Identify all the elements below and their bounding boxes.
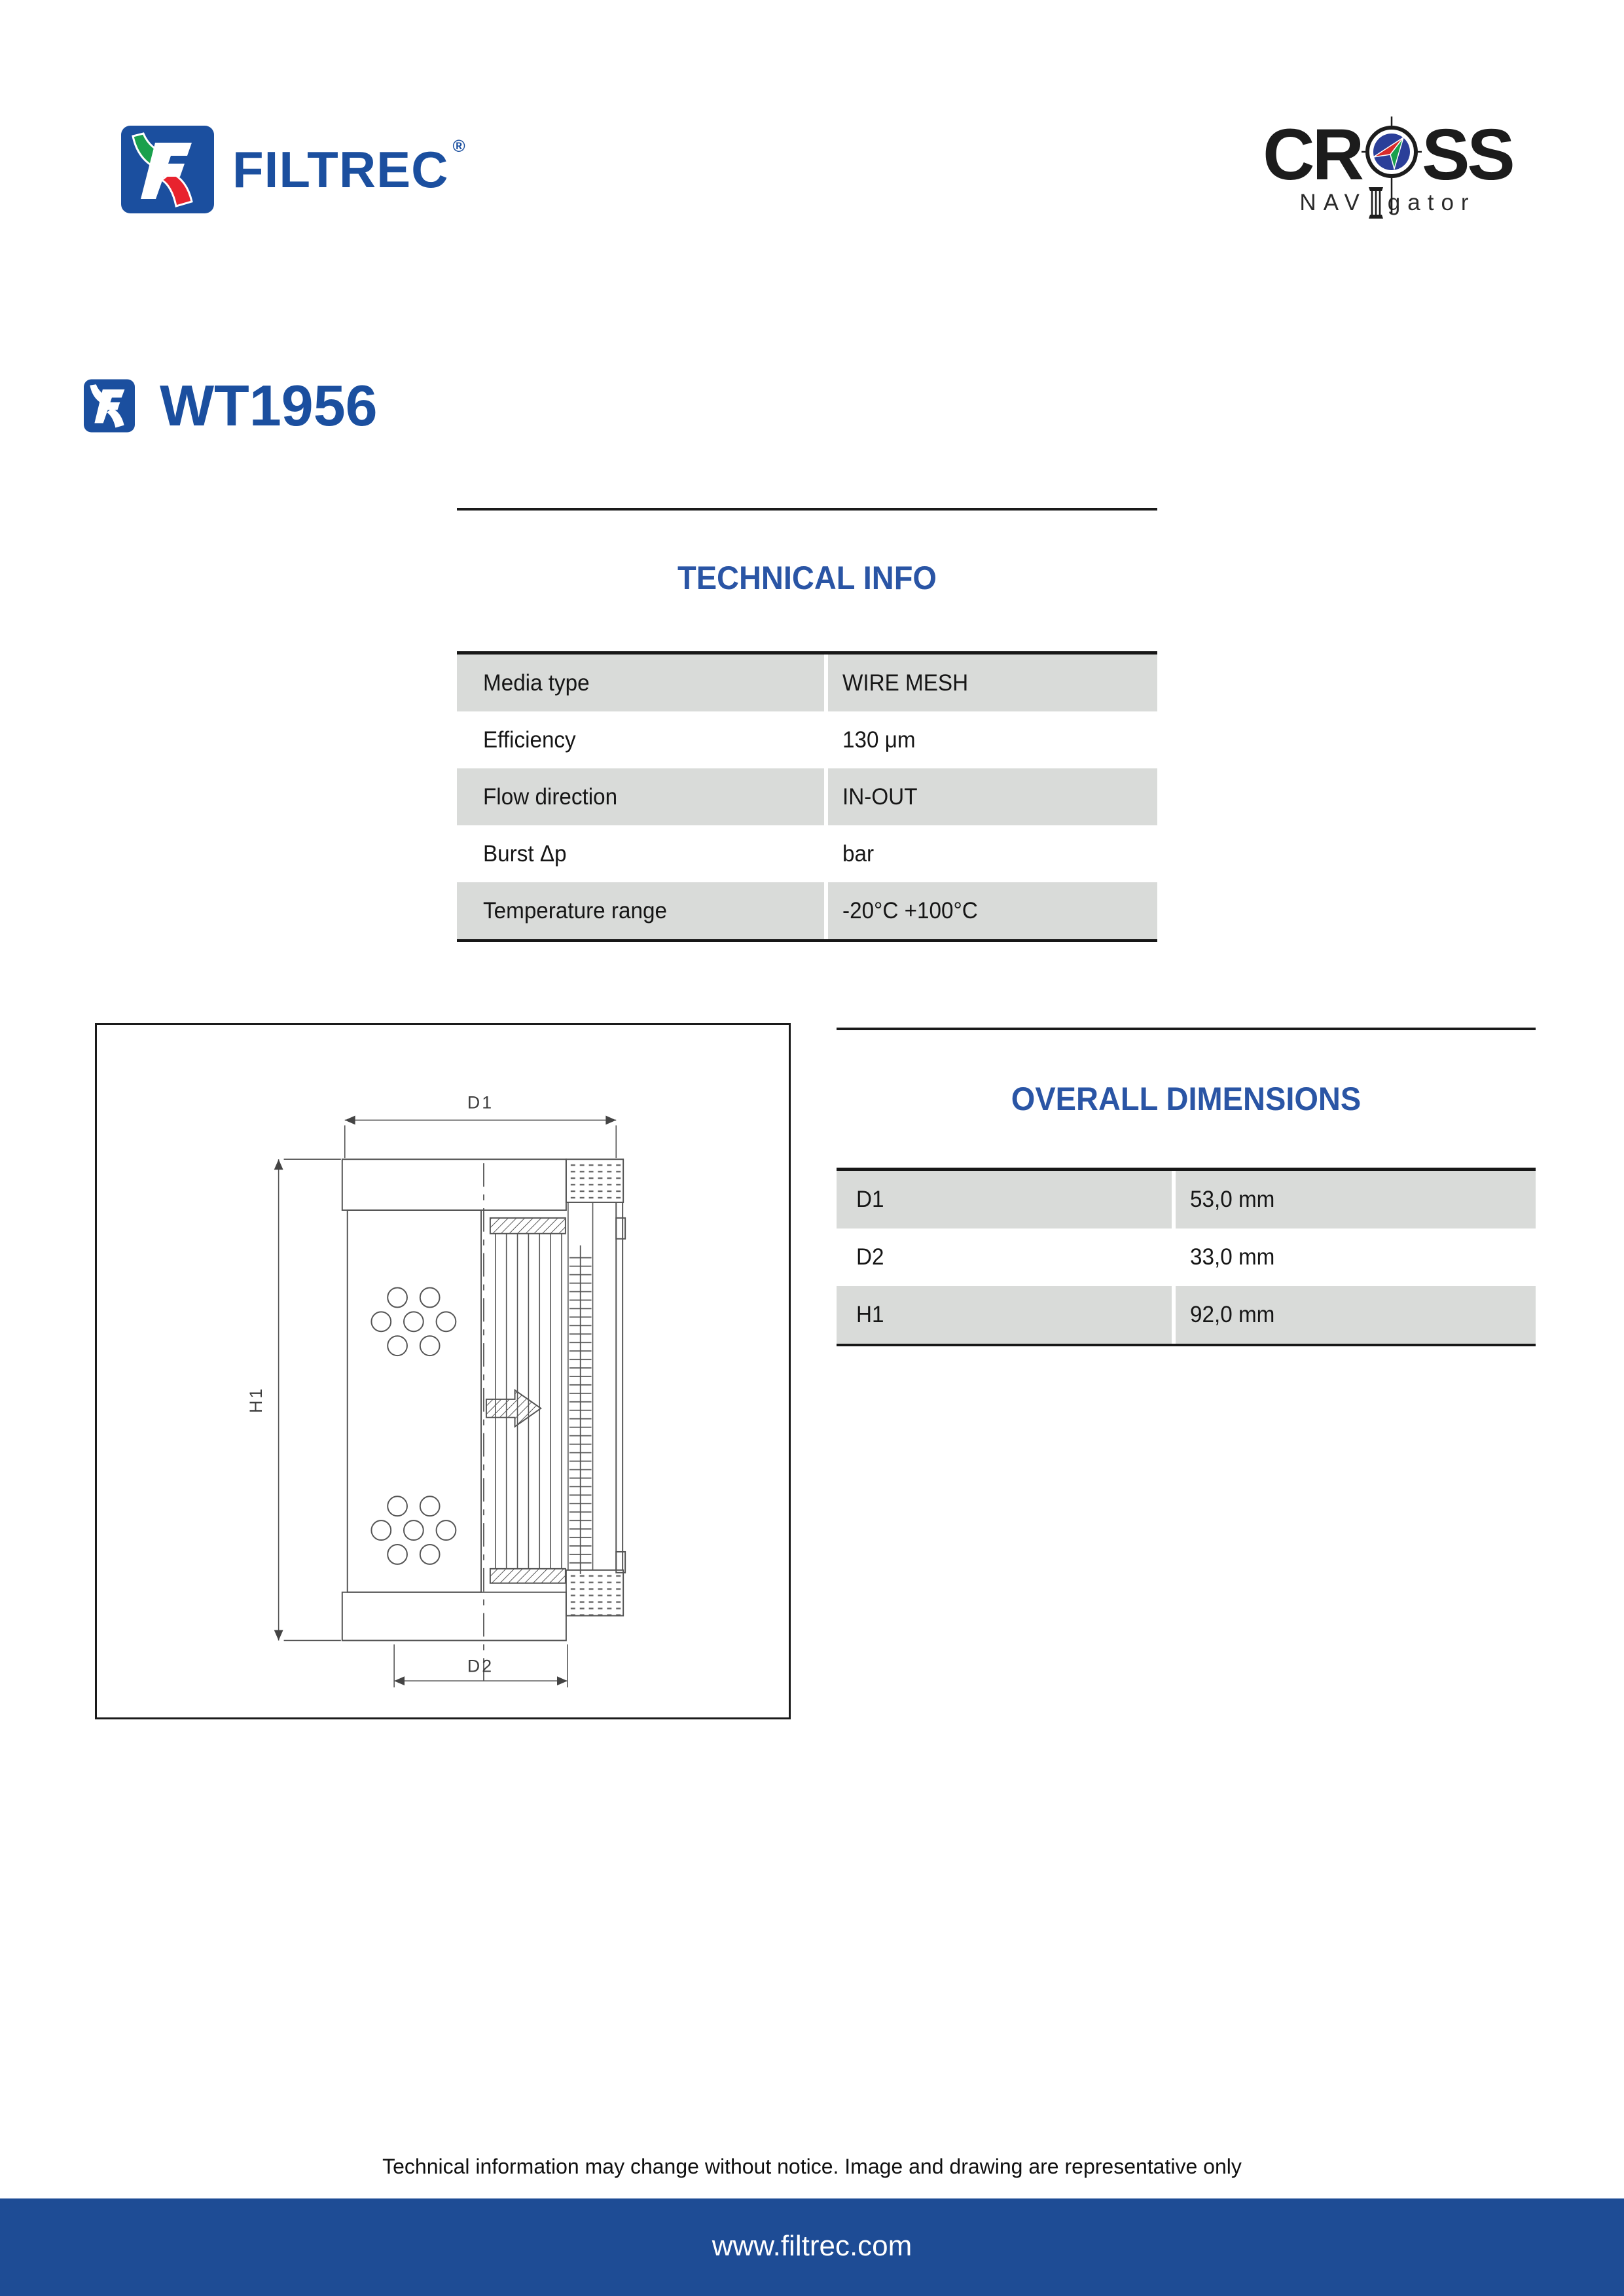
drawing-shell-top-seam [566, 1159, 623, 1202]
table-row [457, 711, 1157, 768]
row-value: 33,0 mm [1176, 1229, 1536, 1286]
filter-drawing [97, 1025, 789, 1717]
flow-arrow-icon [486, 1390, 541, 1427]
cross-text-ss: SS [1422, 115, 1513, 195]
technical-info-title: TECHNICAL INFO [677, 560, 937, 596]
row-value: bar [828, 825, 1157, 882]
table-row [457, 882, 1157, 939]
cross-logo-line1 [1263, 117, 1513, 194]
table-row [457, 655, 1157, 711]
table-row [837, 1286, 1536, 1344]
cross-text-cr: CR [1263, 115, 1362, 195]
drawing-bottom-gasket [490, 1569, 566, 1583]
drawing-body [348, 1210, 481, 1592]
dimension-d1 [345, 1115, 616, 1158]
footer-bar [0, 2198, 1624, 2296]
gator-text: gator [1387, 190, 1476, 215]
product-header [84, 373, 378, 438]
dimension-label-h1: H1 [245, 1386, 266, 1414]
cross-navigator-logo [1247, 117, 1528, 219]
dimension-h1 [274, 1159, 341, 1640]
filtrec-logo [121, 126, 465, 213]
table-row [457, 768, 1157, 825]
technical-info-table [457, 651, 1157, 942]
overall-dimensions-title: OVERALL DIMENSIONS [1011, 1081, 1362, 1117]
drawing-top-cap [342, 1159, 566, 1210]
row-value: 130 μm [828, 711, 1157, 768]
technical-info-rule [457, 508, 1157, 511]
table-row [837, 1229, 1536, 1286]
row-value: WIRE MESH [828, 655, 1157, 711]
registered-mark: ® [452, 135, 465, 156]
drawing-holes-top [371, 1287, 456, 1355]
nav-text: NAV [1299, 190, 1367, 215]
filtrec-logo-icon [121, 126, 214, 213]
table-row [837, 1171, 1536, 1229]
drawing-holes-bottom [371, 1496, 456, 1564]
drawing-panel [95, 1023, 791, 1719]
filtrec-wordmark: FILTREC [232, 141, 449, 198]
row-value: 92,0 mm [1176, 1286, 1536, 1344]
row-label: D1 [837, 1171, 1172, 1229]
row-label: Flow direction [457, 768, 824, 825]
overall-dimensions-table [837, 1168, 1536, 1346]
row-label: Burst Δp [457, 825, 824, 882]
dimension-label-d2: D2 [467, 1656, 494, 1676]
compass-icon [1360, 115, 1423, 213]
dimension-label-d1: D1 [467, 1092, 494, 1113]
row-value: -20°C +100°C [828, 882, 1157, 939]
product-code: WT1956 [160, 373, 378, 438]
product-icon [84, 379, 135, 433]
website-link[interactable]: www.filtrec.com [712, 2230, 912, 2262]
drawing-top-gasket [490, 1218, 566, 1234]
row-label: Media type [457, 655, 824, 711]
overall-dimensions-rule [837, 1028, 1536, 1030]
row-label: Temperature range [457, 882, 824, 939]
footer-disclaimer: Technical information may change without notice. Image and drawing are representative only [382, 2155, 1242, 2178]
drawing-shell-bottom-seam [566, 1570, 623, 1616]
row-label: H1 [837, 1286, 1172, 1344]
row-value: IN-OUT [828, 768, 1157, 825]
row-label: D2 [837, 1229, 1172, 1286]
row-value: 53,0 mm [1176, 1171, 1536, 1229]
row-label: Efficiency [457, 711, 824, 768]
drawing-bottom-cap [342, 1592, 566, 1641]
table-row [457, 825, 1157, 882]
